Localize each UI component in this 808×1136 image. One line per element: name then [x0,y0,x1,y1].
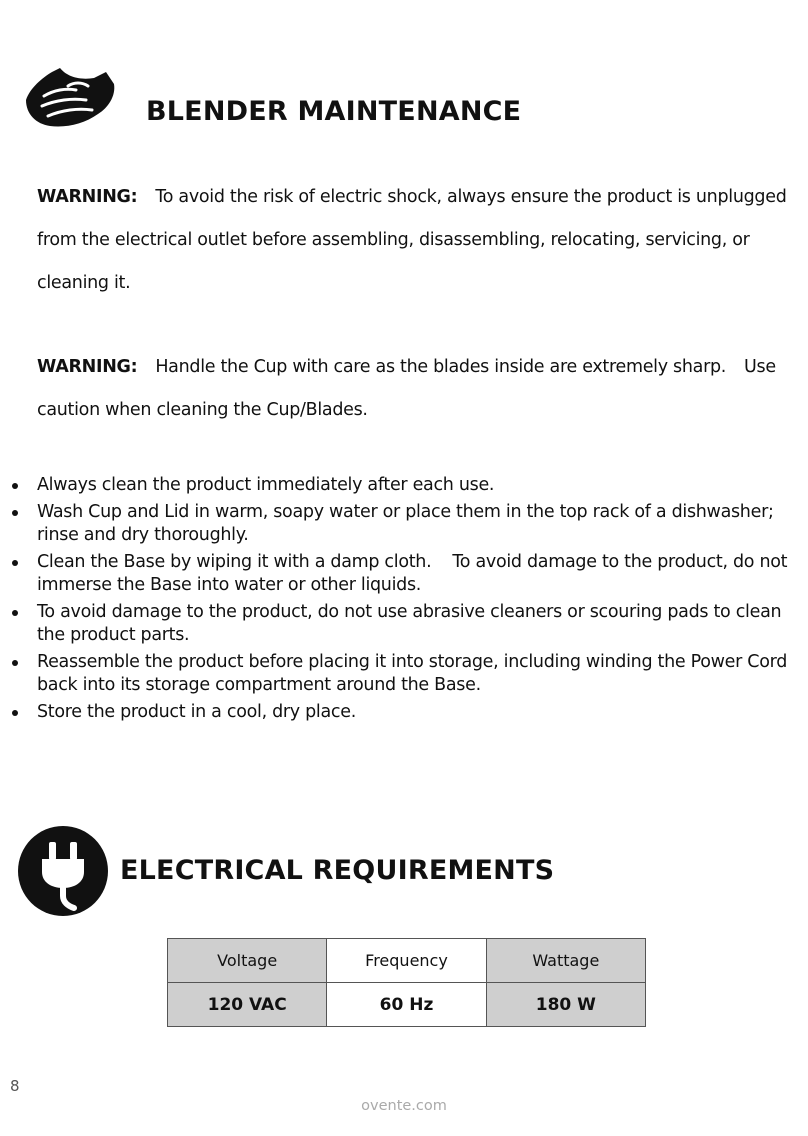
plug-icon [18,826,108,916]
warning-label: WARNING: [37,357,138,377]
table-value-row [168,983,646,1027]
warning-shock [37,176,789,305]
list-item: Always clean the product immediately after each use. [0,474,790,498]
maintenance-list [0,474,790,727]
header-frequency: Frequency [327,939,486,983]
list-item: To avoid damage to the product, do not use abrasive cleaners or scouring pads to clean the product parts. [0,601,790,648]
warning-blades-text-2: Use caution when cleaning the Cup/Blades. [37,357,776,420]
header-voltage: Voltage [168,939,327,983]
warning-label: WARNING: [37,187,138,207]
list-item: Store the product in a cool, dry place. [0,701,790,725]
list-item: Reassemble the product before placing it into storage, including winding the Power Cord back into its storage compartment around the Base. [0,651,790,698]
blender-maintenance-title: BLENDER MAINTENANCE [146,96,522,127]
list-item: Wash Cup and Lid in warm, soapy water or place them in the top rack of a dishwasher; rinse and dry thoroughly. [0,501,790,548]
electrical-requirements-table [167,938,646,1027]
footer-website: ovente.com [361,1098,447,1114]
value-wattage: 180 W [486,983,645,1027]
hand-wiping-icon [22,66,118,130]
warning-blades [37,346,789,432]
page-number: 8 [10,1077,20,1095]
list-item: Clean the Base by wiping it with a damp cloth. To avoid damage to the product, do not immerse the Base into water or other liquids. [0,551,790,598]
header-wattage: Wattage [486,939,645,983]
value-voltage: 120 VAC [168,983,327,1027]
table-header-row [168,939,646,983]
warning-shock-text: To avoid the risk of electric shock, always ensure the product is unplugged from the electrical outlet before assembling, disassembling, relocating, servicing, or cleaning it. [37,187,787,293]
electrical-requirements-title: ELECTRICAL REQUIREMENTS [120,855,555,886]
warning-blades-text-1: Handle the Cup with care as the blades inside are extremely sharp. [155,357,727,377]
value-frequency: 60 Hz [327,983,486,1027]
